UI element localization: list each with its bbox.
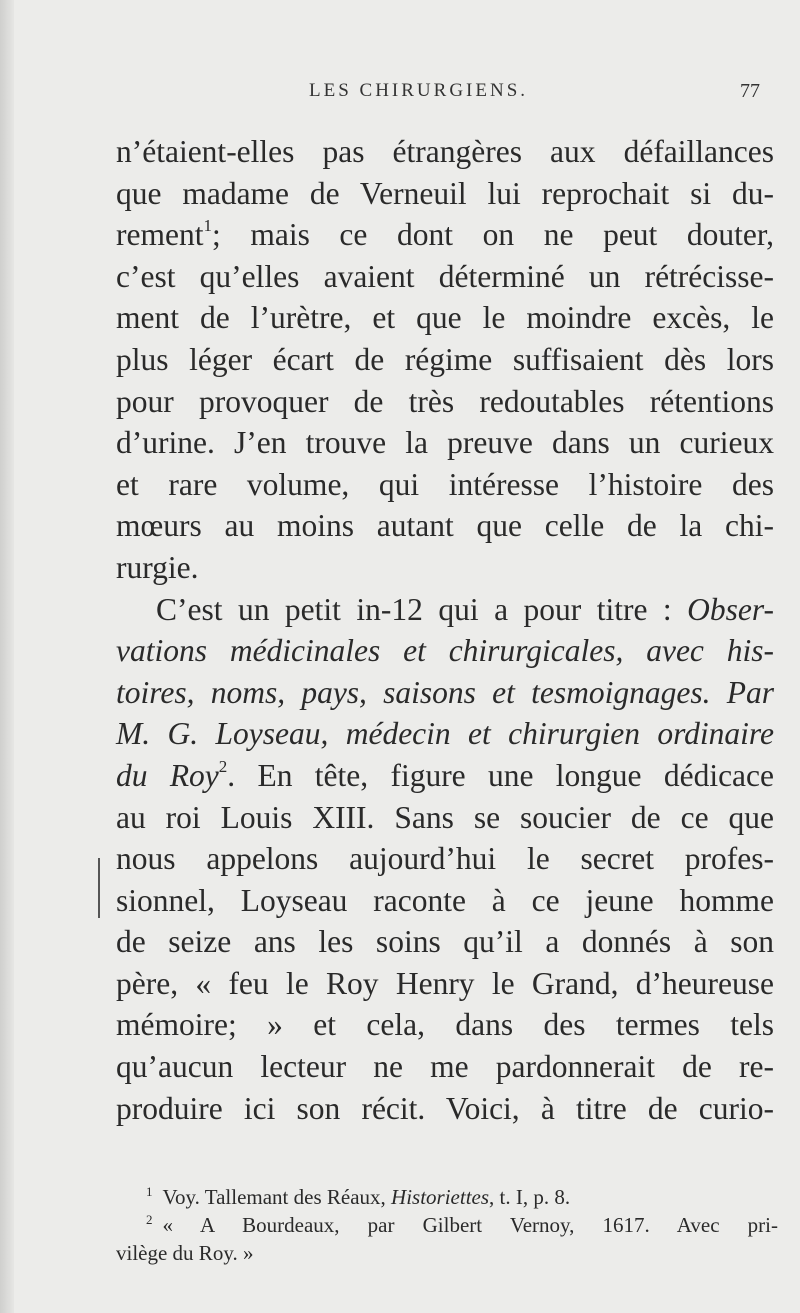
text-line: et rare volume, qui intéresse l’histoire des — [116, 466, 774, 502]
footnote-ref-1: 1 — [203, 216, 212, 236]
running-head: LES CHIRURGIENS. — [309, 80, 529, 101]
footnote-text: « A Bourdeaux, par Gilbert Vernoy, 1617. Avec pri- — [162, 1213, 778, 1237]
text-line: au roi Louis XIII. Sans se soucier de ce que — [116, 799, 774, 835]
page-number: 77 — [740, 80, 760, 102]
text-line: qu’aucun lecteur ne me pardonnerait de re- — [116, 1049, 774, 1085]
text-fragment: ; mais ce dont on ne peut douter, — [211, 217, 774, 253]
text-line: nous appelons aujourd’hui le secret profes- — [116, 841, 774, 877]
book-title-line: M. G. Loyseau, médecin et chirurgien ordinaire — [116, 716, 774, 752]
text-line — [116, 755, 774, 797]
text-fragment: C’est un petit in-12 qui a pour titre : — [156, 591, 688, 627]
text-line: plus léger écart de régime suffisaient dès lors — [116, 341, 774, 377]
text-line: produire ici son récit. Voici, à titre de curio- — [116, 1090, 774, 1126]
footnote-1 — [116, 1183, 778, 1211]
text-fragment: . En tête, figure une longue dédicace — [227, 757, 774, 793]
main-text — [116, 131, 774, 1129]
text-line: ment de l’urètre, et que le moindre excès, le — [116, 300, 774, 336]
text-line: sionnel, Loyseau raconte à ce jeune homme — [116, 882, 774, 918]
text-line: que madame de Verneuil lui reprochait si du- — [116, 175, 774, 211]
text-line — [116, 214, 774, 256]
text-line: père, « feu le Roy Henry le Grand, d’heureuse — [116, 965, 774, 1001]
text-line: pour provoquer de très redoutables rétentions — [116, 383, 774, 419]
text-line: rurgie. — [116, 549, 199, 585]
footnote-number: 2 — [146, 1212, 153, 1227]
page-header — [0, 80, 800, 110]
margin-pencil-mark — [98, 858, 100, 918]
book-title-fragment: Obser- — [687, 591, 774, 627]
text-line: mémoire; » et cela, dans des termes tels — [116, 1007, 774, 1043]
text-line: n’étaient-elles pas étrangères aux défaillances — [116, 134, 774, 169]
text-line: mœurs au moins autant que celle de la chi- — [116, 508, 774, 544]
footnote-ref-2: 2 — [218, 756, 228, 776]
footnote-number: 1 — [146, 1184, 153, 1199]
text-line — [116, 589, 774, 631]
footnote-text: Voy. Tallemant des Réaux, — [162, 1185, 392, 1209]
footnote-text: , t. I, p. 8. — [489, 1185, 571, 1209]
text-line: d’urine. J’en trouve la preuve dans un curieux — [116, 425, 774, 461]
text-fragment: rement — [116, 217, 204, 253]
book-title-line: vations médicinales et chirurgicales, avec his- — [116, 633, 774, 669]
binding-edge — [0, 0, 14, 1313]
footnote-2-continued: vilège du Roy. » — [116, 1241, 254, 1265]
text-line: de seize ans les soins qu’il a donnés à son — [116, 924, 774, 960]
footnotes — [116, 1183, 778, 1267]
footnote-title: Historiettes — [391, 1185, 490, 1209]
text-line: c’est qu’elles avaient déterminé un rétrécisse- — [116, 258, 774, 294]
footnote-2 — [116, 1211, 778, 1239]
book-title-fragment: du Roy — [116, 757, 219, 793]
book-title-line: toires, noms, pays, saisons et tesmoignages. Par — [116, 674, 774, 710]
